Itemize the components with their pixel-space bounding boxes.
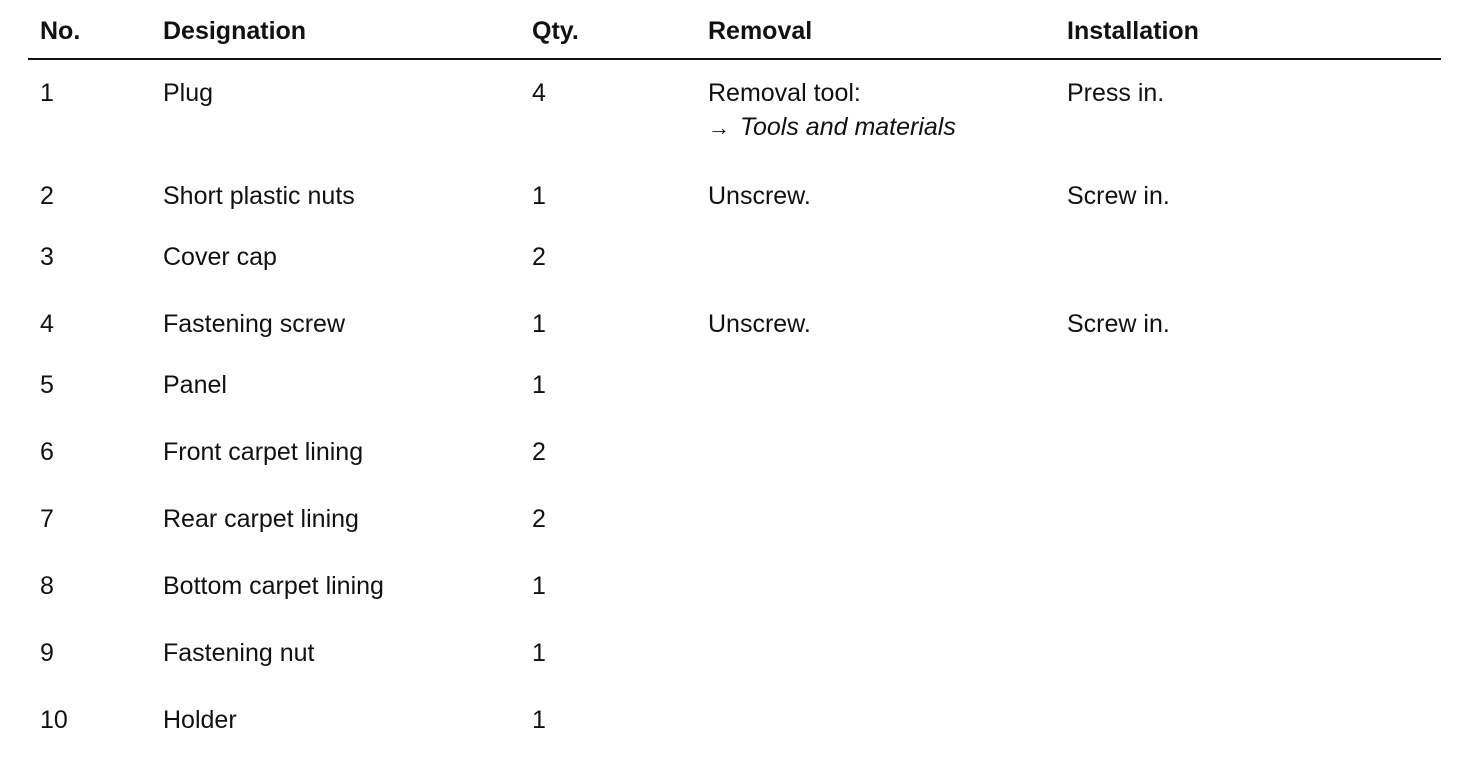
row-qty: 1 <box>532 371 546 399</box>
header-qty: Qty. <box>532 17 579 45</box>
row-qty: 1 <box>532 706 546 734</box>
row-removal <box>708 76 956 145</box>
row-designation: Holder <box>163 706 237 734</box>
row-qty: 2 <box>532 243 546 271</box>
row-qty: 1 <box>532 310 546 338</box>
row-no: 7 <box>40 505 54 533</box>
row-designation: Fastening screw <box>163 310 346 338</box>
row-designation: Bottom carpet lining <box>163 572 384 600</box>
row-designation: Plug <box>163 79 214 107</box>
row-designation: Rear carpet lining <box>163 505 359 533</box>
row-qty: 1 <box>532 639 546 667</box>
row-no: 1 <box>40 79 54 107</box>
row-no: 5 <box>40 371 54 399</box>
table-header <box>28 0 1441 60</box>
row-qty: 2 <box>532 505 546 533</box>
row-no: 3 <box>40 243 54 271</box>
row-removal: Unscrew. <box>708 310 811 338</box>
row-no: 4 <box>40 310 54 338</box>
tools-and-materials-link[interactable] <box>708 110 956 145</box>
row-no: 10 <box>40 706 68 734</box>
row-installation: Screw in. <box>1067 182 1170 210</box>
row-designation: Cover cap <box>163 243 277 271</box>
row-designation: Panel <box>163 371 227 399</box>
row-no: 6 <box>40 438 54 466</box>
row-designation: Short plastic nuts <box>163 182 355 210</box>
row-qty: 2 <box>532 438 546 466</box>
row-qty: 1 <box>532 572 546 600</box>
header-no: No. <box>40 17 81 45</box>
arrow-right-icon: → <box>708 115 730 140</box>
row-no: 2 <box>40 182 54 210</box>
parts-table <box>28 0 1441 734</box>
header-removal: Removal <box>708 17 813 45</box>
tools-and-materials-label: Tools and materials <box>740 113 956 141</box>
row-designation: Front carpet lining <box>163 438 364 466</box>
row-designation: Fastening nut <box>163 639 315 667</box>
row-no: 9 <box>40 639 54 667</box>
removal-tool-label: Removal tool: <box>708 79 861 107</box>
row-qty: 4 <box>532 79 546 107</box>
header-designation: Designation <box>163 17 307 45</box>
header-installation: Installation <box>1067 17 1199 45</box>
row-installation: Screw in. <box>1067 310 1170 338</box>
row-removal: Unscrew. <box>708 182 811 210</box>
row-installation: Press in. <box>1067 79 1165 107</box>
row-qty: 1 <box>532 182 546 210</box>
row-no: 8 <box>40 572 54 600</box>
